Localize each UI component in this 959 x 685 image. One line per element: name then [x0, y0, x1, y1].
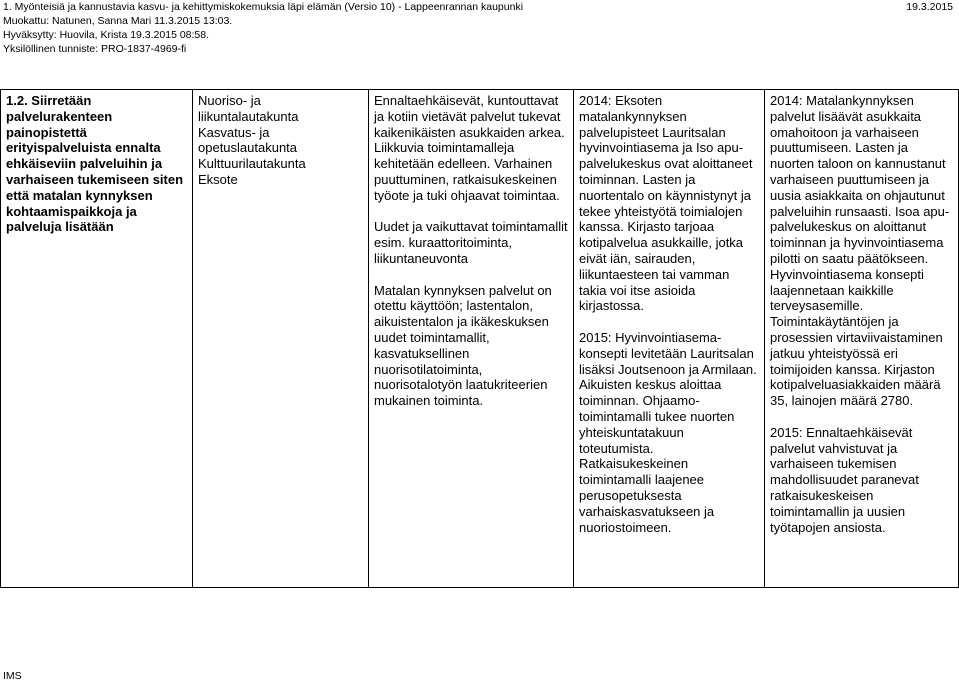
header-title: 1. Myönteisiä ja kannustavia kasvu- ja kehittymiskokemuksia läpi elämän (Versio 10) - Lappeenrannan kaupunki: [3, 1, 524, 13]
document-header: [3, 0, 523, 56]
status-eksote-text: 2014: Eksoten matalankynnyksen palvelupisteet Lauritsalan hyvinvointiasema ja Iso apu-palvelukeskus ovat aloittaneet toiminnan. Lasten ja nuortentalo on käynnistynyt ja tekee yhteistyötä toimialojen kanssa. Kirjasto tarjoaa kotipalvelua asukkaille, jotka eivät iän, sairauden, liikuntaesteen tai vamman takia voi itse asioida kirjastossa. 2015: Hyvinvointiasema-konsepti levitetään Lauritsalan lisäksi Joutsenoon ja Armilaan. Aikuisten keskus aloittaa toiminnan. Ohjaamo-toimintamalli tukee nuorten yhteiskuntatakuun toteutumista. Ratkaisukeskeinen toimintamalli laajenee perusopetuksesta varhaiskasvatukseen ja nuoriostoimeen.: [579, 93, 757, 535]
header-date: 19.3.2015: [906, 1, 953, 13]
status-eksote-cell: [574, 90, 765, 588]
table-row: [1, 90, 959, 588]
header-identifier: Yksilöllinen tunniste: PRO-1837-4969-fi: [3, 43, 187, 55]
goal-cell: [1, 90, 193, 588]
goal-text: 1.2. Siirretään palvelurakenteen painopistettä erityispalveluista ennalta ehkäiseviin palveluihin ja varhaiseen tukemiseen siten että matalan kynnyksen kohtaamispaikkoja ja palveluja lisätään: [6, 93, 184, 235]
measures-table: [0, 89, 959, 588]
header-approved: Hyväksytty: Huovila, Krista 19.3.2015 08:58.: [3, 29, 210, 41]
status-summary-cell: [765, 90, 959, 588]
footer-label: IMS: [3, 670, 22, 682]
header-modified: Muokattu: Natunen, Sanna Mari 11.3.2015 13:03.: [3, 15, 233, 27]
measures-text: Ennaltaehkäisevät, kuntouttavat ja kotiin vietävät palvelut tukevat kaikenikäisten asukkaiden arkea. Liikkuvia toimintamalleja kehitetään edelleen. Varhainen puuttuminen, ratkaisukeskeinen työote ja tuki ohjaavat toimintaa. Uudet ja vaikuttavat toimintamallit esim. kuraattoritoiminta, liikuntaneuvonta Matalan kynnyksen palvelut on otettu käyttöön; lastentalon, aikuistentalon ja ikäkeskuksen uudet toimintamallit, kasvatuksellinen nuorisotilatoiminta, nuorisotalotyön laatukriteerien mukainen toiminta.: [374, 93, 568, 409]
responsible-cell: [193, 90, 369, 588]
responsible-text: Nuoriso- ja liikuntalautakunta Kasvatus- ja opetuslautakunta Kulttuurilautakunta Eksote: [198, 93, 306, 187]
status-summary-text: 2014: Matalankynnyksen palvelut lisäävät asukkaita omahoitoon ja varhaiseen puuttumiseen. Lasten ja nuorten taloon on kannustanut varhaiseen puuttumiseen ja uusia asiakkaita on ohjautunut palveluihin runsaasti. Isoa apu- palvelukeskus on aloittanut toiminnan ja hyvinvointiasema pilotti on saatu päätökseen. Hyvinvointiasema konsepti laajennetaan kaikkille terveysasemille. Toimintakäytäntöjen ja prosessien virtaviivaistaminen jatkuu yhteistyössä eri toimijoiden kanssa. Kirjaston kotipalveluasiakkaiden määrä 35, lainojen määrä 2780. 2015: Ennaltaehkäisevät palvelut vahvistuvat ja varhaiseen tukemisen mahdollisuudet paranevat ratkaisukeskeisen toimintamallin ja uusien työtapojen ansiosta.: [770, 93, 950, 535]
measures-cell: [369, 90, 574, 588]
